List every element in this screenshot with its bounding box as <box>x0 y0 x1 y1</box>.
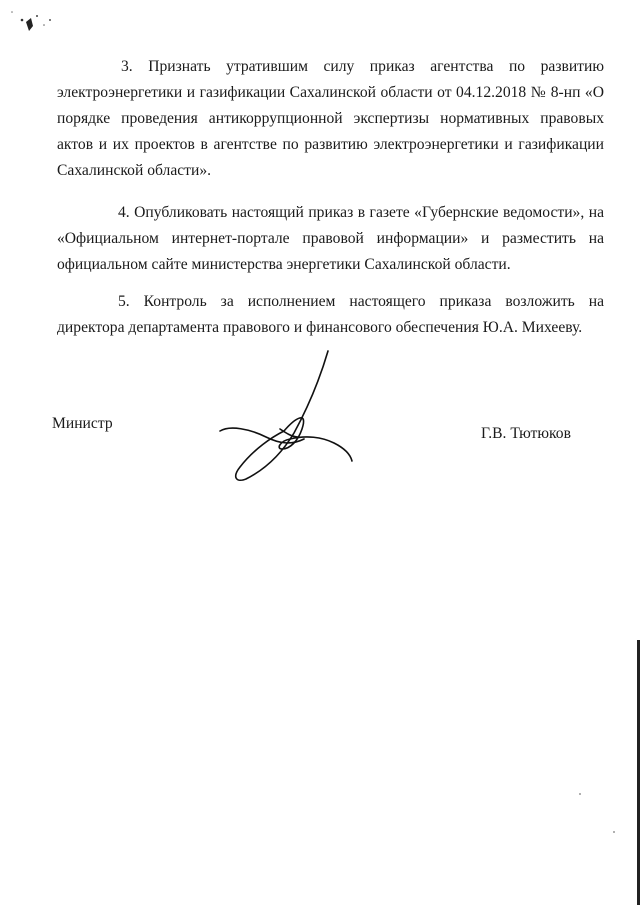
paragraph-3: 3. Признать утратившим силу приказ агентства по развитию электроэнергетики и газификации Сахалинской области от 04.12.2018 № 8-нп «О порядке проведения антикоррупционной экспертизы нормативных правовых актов и их проектов в агентстве по развитию электроэнергетики и газификации Сахалинской области». <box>57 58 604 179</box>
paragraph-4: 4. Опубликовать настоящий приказ в газете «Губернские ведомости», на «Официальном интернет-портале правовой информации» и разместить на официальном сайте министерства энергетики Сахалинской области. <box>57 204 604 273</box>
signatory-title: Министр <box>52 415 113 432</box>
handwritten-signature <box>210 345 370 485</box>
paragraph-5: 5. Контроль за исполнением настоящего приказа возложить на директора департамента правового и финансового обеспечения Ю.А. Михееву. <box>57 293 604 336</box>
scan-specks <box>0 0 70 40</box>
signatory-name: Г.В. Тютюков <box>481 425 571 442</box>
scan-dot <box>613 831 615 833</box>
scan-dot <box>579 793 581 795</box>
